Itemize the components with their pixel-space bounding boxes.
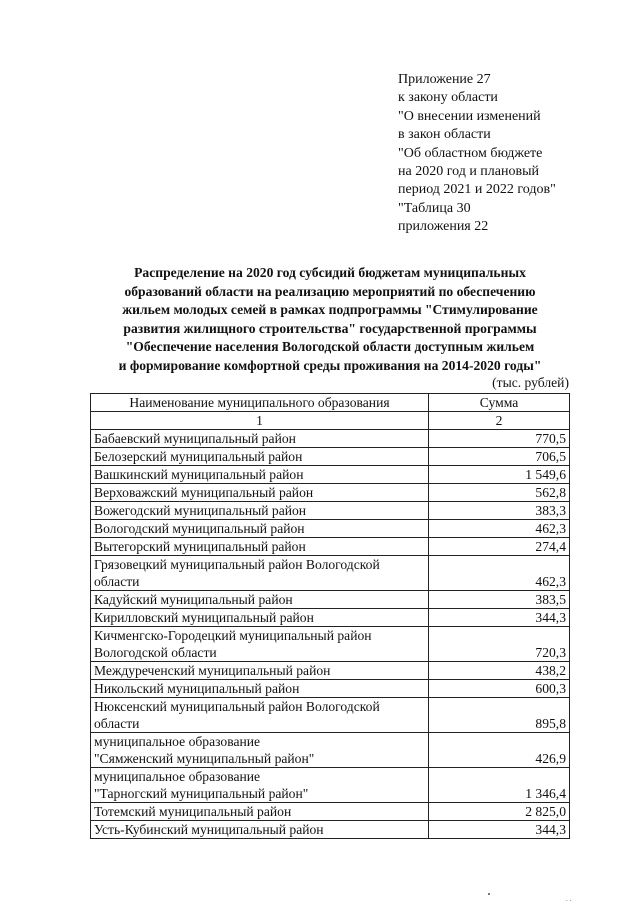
municipality-name <box>91 821 429 839</box>
municipality-name-line: области <box>94 574 140 589</box>
table-row <box>91 448 570 466</box>
municipality-name <box>91 733 429 768</box>
table-row <box>91 591 570 609</box>
municipality-name-line: муниципальное образование <box>94 734 261 749</box>
appendix-line: в закон области <box>398 127 491 143</box>
municipality-name-line: Грязовецкий муниципальный район Вологодской <box>94 557 380 572</box>
subsidy-amount: 1 549,6 <box>429 466 570 484</box>
subsidy-table <box>90 393 570 839</box>
table-row <box>91 698 570 733</box>
title-line: "Обеспечение населения Вологодской области доступным жильем <box>125 339 535 354</box>
table-row <box>91 662 570 680</box>
appendix-line: Приложение 27 <box>398 72 491 87</box>
subsidy-amount: 274,4 <box>429 538 570 556</box>
table-colnum-row <box>91 412 570 430</box>
subsidy-amount: 1 346,4 <box>429 768 570 803</box>
municipality-name <box>91 430 429 448</box>
municipality-name-line: Вытегорский муниципальный район <box>94 539 306 554</box>
subsidy-amount: 426,9 <box>429 733 570 768</box>
municipality-name-line: Вашкинский муниципальный район <box>94 467 304 482</box>
municipality-name-line: Никольский муниципальный район <box>94 681 300 696</box>
municipality-name-line: Вологодский муниципальный район <box>94 521 305 536</box>
subsidy-amount: 600,3 <box>429 680 570 698</box>
table-row <box>91 502 570 520</box>
municipality-name-line: Нюксенский муниципальный район Вологодской <box>94 699 380 714</box>
document-title <box>90 264 570 375</box>
scan-speck <box>488 893 490 895</box>
appendix-line: приложения 22 <box>398 219 489 235</box>
table-row <box>91 466 570 484</box>
subsidy-amount: 462,3 <box>429 520 570 538</box>
municipality-name-line: Белозерский муниципальный район <box>94 449 303 464</box>
municipality-name <box>91 466 429 484</box>
municipality-name <box>91 484 429 502</box>
subsidy-amount: 383,5 <box>429 591 570 609</box>
municipality-name <box>91 448 429 466</box>
units-label: (тыс. рублей) <box>492 375 569 390</box>
municipality-name-line: Тотемский муниципальный район <box>94 804 292 819</box>
table-row <box>91 803 570 821</box>
municipality-name-line: Кадуйский муниципальный район <box>94 592 293 607</box>
municipality-name-line: Бабаевский муниципальный район <box>94 431 296 446</box>
footer-mark: . . <box>566 895 572 903</box>
municipality-name <box>91 520 429 538</box>
subsidy-amount: 706,5 <box>429 448 570 466</box>
municipality-name-line: Междуреченский муниципальный район <box>94 663 331 678</box>
municipality-name-line: "Сямженский муниципальный район" <box>94 751 315 766</box>
municipality-name <box>91 556 429 591</box>
municipality-name <box>91 680 429 698</box>
subsidy-amount: 2 825,0 <box>429 803 570 821</box>
title-line: и формирование комфортной среды проживания на 2014-2020 годы" <box>118 357 542 373</box>
municipality-name-line: "Тарногский муниципальный район" <box>94 786 309 801</box>
table-row <box>91 680 570 698</box>
table-row <box>91 768 570 803</box>
appendix-line: "Таблица 30 <box>398 200 471 216</box>
title-line: Распределение на 2020 год субсидий бюджетам муниципальных <box>134 265 526 280</box>
subsidy-amount: 438,2 <box>429 662 570 680</box>
appendix-line: "О внесении изменений <box>398 108 541 124</box>
appendix-line: период 2021 и 2022 годов" <box>398 182 556 198</box>
subsidy-amount: 720,3 <box>429 627 570 662</box>
municipality-name-line: Усть-Кубинский муниципальный район <box>94 822 324 837</box>
table-row <box>91 733 570 768</box>
table-row <box>91 520 570 538</box>
table-row <box>91 538 570 556</box>
municipality-name <box>91 662 429 680</box>
appendix-reference <box>398 71 628 237</box>
header-sum: Сумма <box>429 394 570 412</box>
title-line: развития жилищного строительства" государственной программы <box>123 320 537 336</box>
municipality-name <box>91 698 429 733</box>
table-row <box>91 609 570 627</box>
subsidy-amount: 562,8 <box>429 484 570 502</box>
table-row <box>91 627 570 662</box>
title-line: образований области на реализацию мероприятий по обеспечению <box>124 283 536 299</box>
table-row <box>91 430 570 448</box>
municipality-name-line: области <box>94 716 140 731</box>
table-row <box>91 484 570 502</box>
colnum-2: 2 <box>429 412 570 430</box>
municipality-name <box>91 502 429 520</box>
appendix-line: на 2020 год и плановый <box>398 164 540 180</box>
municipality-name <box>91 768 429 803</box>
title-line: жильем молодых семей в рамках подпрограммы "Стимулирование <box>122 302 538 317</box>
header-name: Наименование муниципального образования <box>91 394 429 412</box>
subsidy-amount: 344,3 <box>429 821 570 839</box>
municipality-name-line: муниципальное образование <box>94 769 261 784</box>
municipality-name-line: Вожегодский муниципальный район <box>94 503 307 518</box>
subsidy-amount: 462,3 <box>429 556 570 591</box>
table-header-row <box>91 394 570 412</box>
municipality-name-line: Вологодской области <box>94 645 217 660</box>
municipality-name <box>91 803 429 821</box>
subsidy-amount: 770,5 <box>429 430 570 448</box>
municipality-name-line: Кирилловский муниципальный район <box>94 610 314 625</box>
municipality-name <box>91 609 429 627</box>
table-row <box>91 821 570 839</box>
appendix-line: "Об областном бюджете <box>398 145 543 161</box>
municipality-name <box>91 538 429 556</box>
subsidy-amount: 383,3 <box>429 502 570 520</box>
subsidy-amount: 895,8 <box>429 698 570 733</box>
municipality-name-line: Верховажский муниципальный район <box>94 485 314 500</box>
appendix-line: к закону области <box>398 90 498 106</box>
colnum-1: 1 <box>91 412 429 430</box>
subsidy-amount: 344,3 <box>429 609 570 627</box>
table-row <box>91 556 570 591</box>
municipality-name <box>91 591 429 609</box>
municipality-name-line: Кичменгско-Городецкий муниципальный район <box>94 628 372 643</box>
municipality-name <box>91 627 429 662</box>
